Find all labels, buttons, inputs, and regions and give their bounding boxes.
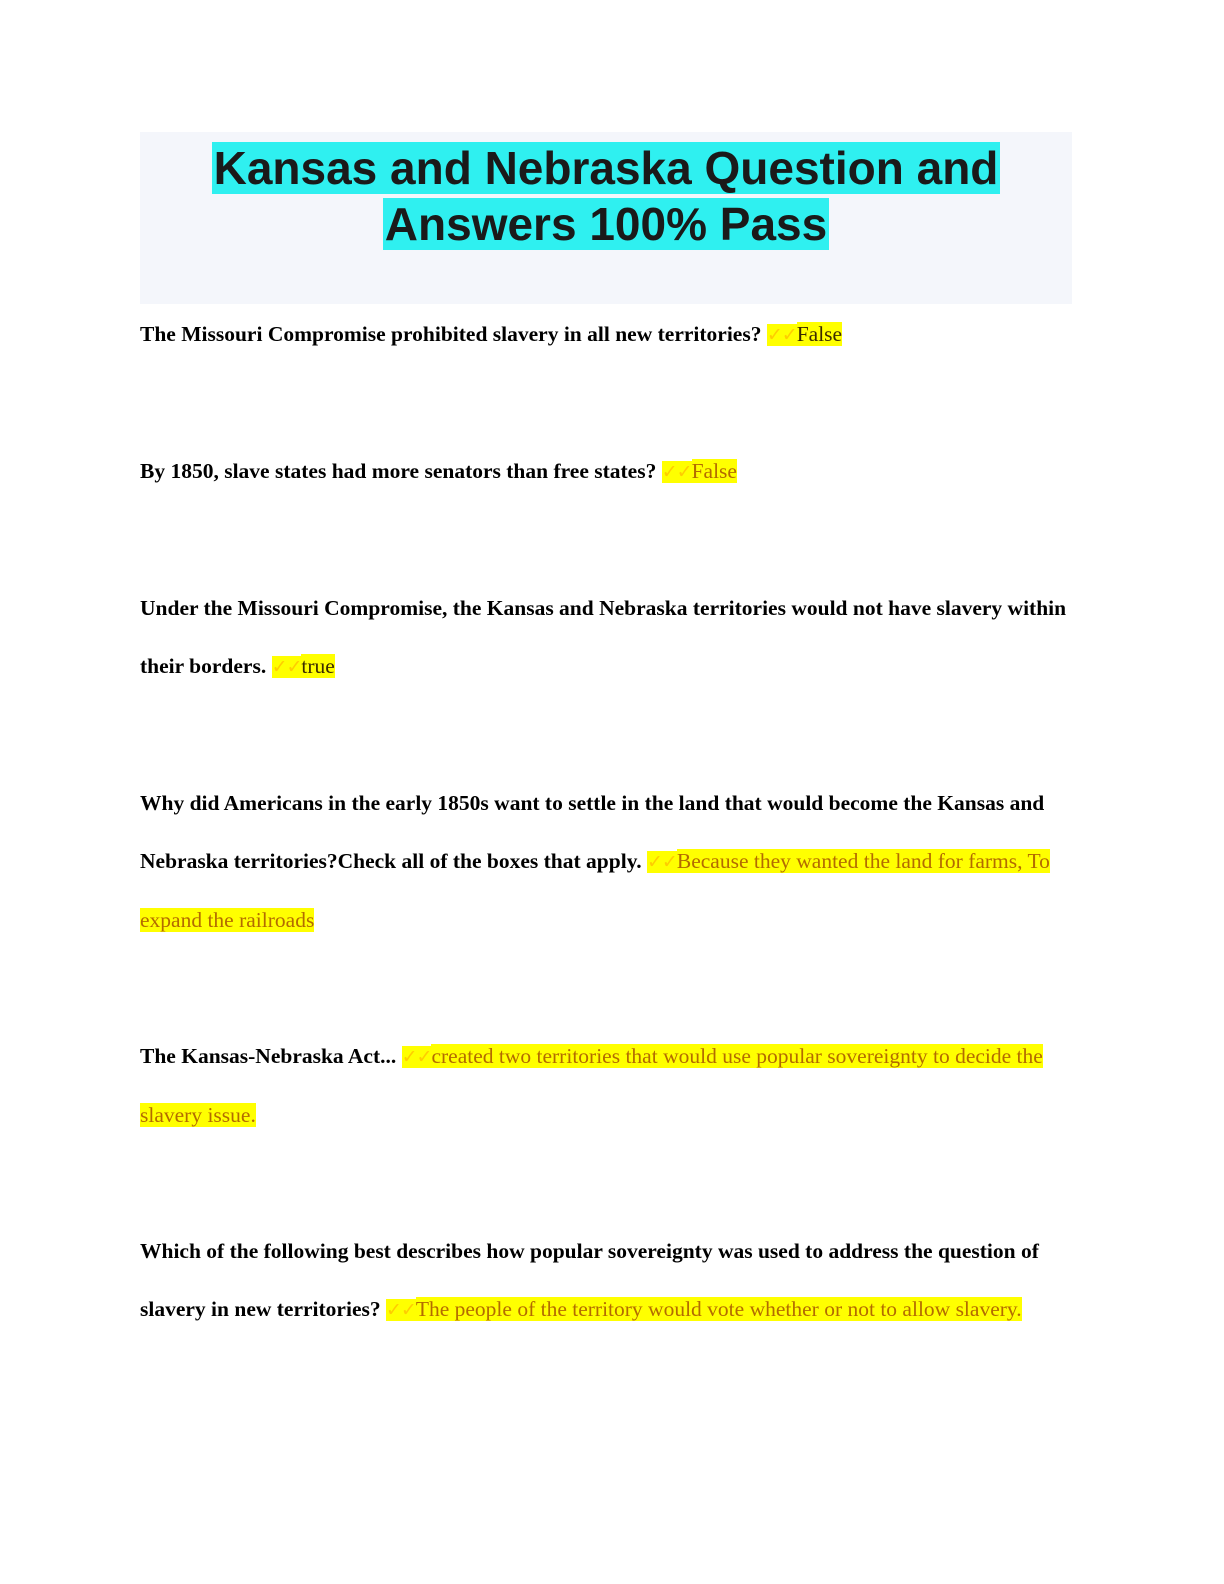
question-text: The Missouri Compromise prohibited slavery in all new territories? — [140, 322, 767, 346]
question-text: By 1850, slave states had more senators than free states? — [140, 459, 662, 483]
answer-text: False — [691, 459, 737, 483]
checkmark-icon: ✓✓ — [401, 1046, 432, 1068]
page-title-line-2: Answers 100% Pass — [384, 198, 828, 250]
answer-text: true — [301, 654, 335, 678]
checkmark-icon: ✓✓ — [766, 324, 797, 346]
question-text: Why did Americans in the early 1850s want to settle in the land that would become the Kansas and Nebraska territories?Check all of the boxes that apply. — [140, 791, 1045, 873]
page-title — [140, 140, 1072, 252]
answer-text: False — [796, 322, 843, 346]
checkmark-icon: ✓✓ — [271, 656, 302, 678]
qa-list — [140, 305, 1074, 1417]
answer-text: Because they wanted the land for farms, To expand the railroads — [140, 849, 1050, 932]
qa-item — [140, 579, 1074, 696]
answer-text: The people of the territory would vote whether or not to allow slavery. — [415, 1297, 1022, 1321]
qa-item — [140, 442, 1074, 501]
qa-item — [140, 1027, 1074, 1144]
checkmark-icon: ✓✓ — [661, 461, 692, 483]
question-text: Which of the following best describes how popular sovereignty was used to address the question of slavery in new territories? — [140, 1239, 1039, 1321]
question-text: Under the Missouri Compromise, the Kansas and Nebraska territories would not have slavery within their borders. — [140, 596, 1067, 678]
answer-text: created two territories that would use popular sovereignty to decide the slavery issue. — [140, 1044, 1043, 1127]
qa-item — [140, 305, 1074, 364]
qa-item — [140, 774, 1074, 949]
checkmark-icon: ✓✓ — [647, 851, 677, 873]
checkmark-icon: ✓✓ — [385, 1299, 416, 1321]
page-title-line-1: Kansas and Nebraska Question and — [213, 142, 999, 194]
question-text: The Kansas-Nebraska Act... — [140, 1044, 402, 1068]
qa-item — [140, 1222, 1074, 1339]
